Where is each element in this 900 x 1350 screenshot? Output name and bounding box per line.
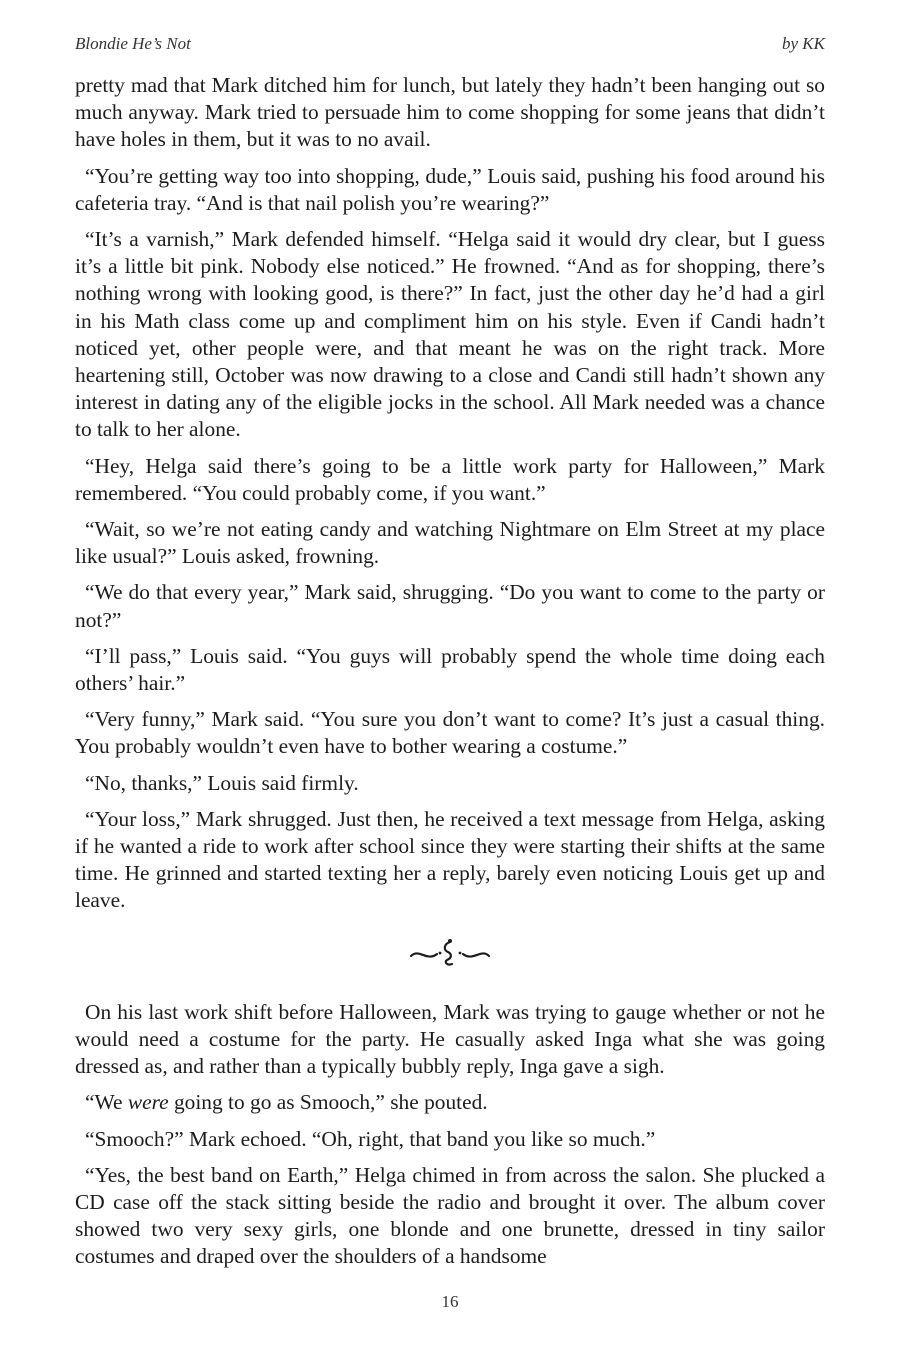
paragraph: “Wait, so we’re not eating candy and watching Nightmare on Elm Street at my place like usual?” Louis asked, frowning. [75, 517, 825, 569]
book-title: Blondie He’s Not [75, 34, 191, 53]
paragraph: On his last work shift before Halloween, Mark was trying to gauge whether or not he would need a costume for the party. He casually asked Inga what she was going dressed as, and rather than a typically bubbly reply, Inga gave a sigh. [75, 999, 825, 1079]
emphasis-text: were [127, 1090, 169, 1115]
dialogue-text: going to go as Smooch,” she pouted. [168, 1090, 488, 1115]
paragraph: “Your loss,” Mark shrugged. Just then, he received a text message from Helga, asking if he wanted a ride to work after school since they were starting their shifts at the same time. He grinned and started texting her a reply, barely even noticing Louis get up and leave. [75, 806, 825, 913]
paragraph: “I’ll pass,” Louis said. “You guys will probably spend the whole time doing each others’ hair.” [75, 643, 825, 696]
paragraph: “It’s a varnish,” Mark defended himself. “Helga said it would dry clear, but I guess it’s a little bit pink. Nobody else noticed.” He frowned. “And as for shopping, there’s nothing wrong with looking good, is there?” In fact, just the other day he’d had a girl in his Math class come up and compliment him on his style. Even if Candi hadn’t noticed yet, other people were, and that meant he was on the right track. More heartening still, October was now drawing to a close and Candi still hadn’t shown any interest in dating any of the eligible jocks in the school. All Mark needed was a chance to talk to her alone. [75, 227, 825, 442]
paragraph: “Very funny,” Mark said. “You sure you don’t want to come? It’s just a casual thing. You probably wouldn’t even have to bother wearing a costume.” [75, 707, 825, 759]
paragraph: “We do that every year,” Mark said, shrugging. “Do you want to come to the party or not?” [75, 580, 825, 632]
paragraph: “Hey, Helga said there’s going to be a little work party for Halloween,” Mark remembered. “You could probably come, if you want.” [75, 453, 825, 505]
paragraph: pretty mad that Mark ditched him for lunch, but lately they hadn’t been hanging out so much anyway. Mark tried to persuade him to come shopping for some jeans that didn’t have holes in them, but it was to no avail. [75, 73, 825, 152]
paragraph: “You’re getting way too into shopping, dude,” Louis said, pushing his food around his cafeteria tray. “And is that nail polish you’re wearing?” [75, 163, 825, 215]
paragraph [75, 1089, 825, 1116]
dialogue-text: “We [85, 1090, 128, 1115]
scene-break-ornament [75, 925, 825, 981]
flourish-icon [405, 936, 495, 970]
paragraph: “Yes, the best band on Earth,” Helga chimed in from across the salon. She plucked a CD case off the stack sitting beside the radio and brought it over. The album cover showed two very sexy girls, one blonde and one brunette, dressed in tiny sailor costumes and draped over the shoulders of a handsome [75, 1162, 825, 1269]
page-number: 16 [441, 1292, 459, 1311]
paragraph: “Smooch?” Mark echoed. “Oh, right, that band you like so much.” [85, 1126, 656, 1151]
paragraph: “No, thanks,” Louis said firmly. [85, 770, 359, 795]
body-text [75, 72, 825, 1280]
author-credit: by KK [782, 34, 825, 53]
